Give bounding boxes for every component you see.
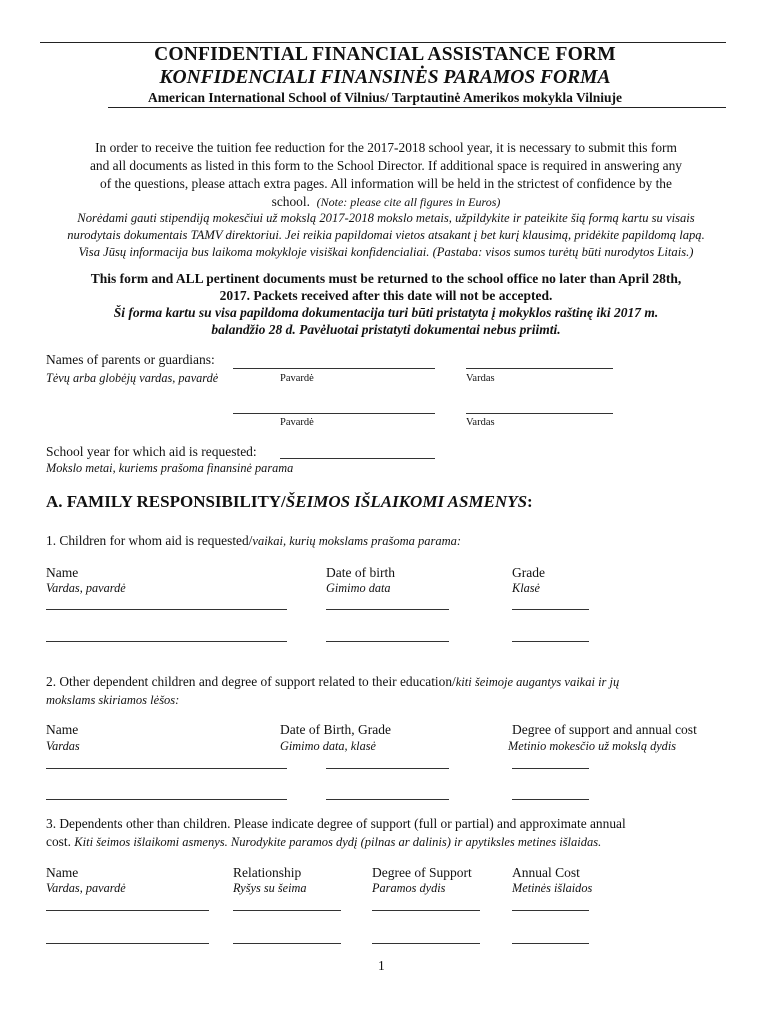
form-title-lt: KONFIDENCIALI FINANSINĖS PARAMOS FORMA (159, 67, 611, 88)
q3-col-relationship-lt: Ryšys su šeima (233, 881, 307, 895)
deadline-line: This form and ALL pertinent documents must be returned to the school office no later than April 28th, (90, 271, 682, 286)
q1-text-lt: vaikai, kurių mokslams prašoma parama: (252, 534, 462, 548)
q3-col-degree: Degree of Support (372, 865, 472, 880)
q2-col-name: Name (46, 722, 79, 737)
q2-support-field[interactable] (512, 768, 589, 769)
q2-dob-field[interactable] (326, 799, 449, 800)
surname-caption: Pavardė (280, 373, 314, 384)
parents-label-lt: Tėvų arba globėjų vardas, pavardė (46, 371, 219, 385)
q2-col-name-lt: Vardas (46, 739, 80, 753)
header-rule (108, 107, 726, 108)
q2-support-field[interactable] (512, 799, 589, 800)
q2-text: 2. Other dependent children and degree of support related to their education/ (46, 674, 456, 689)
intro-text: school. (271, 194, 310, 209)
q1-dob-field[interactable] (326, 641, 449, 642)
q1-col-grade-lt: Klasė (512, 581, 541, 595)
parent-name-field-1[interactable] (466, 368, 613, 369)
q3-name-field[interactable] (46, 910, 209, 911)
q1-text: 1. Children for whom aid is requested/ (46, 533, 253, 548)
q1-col-grade: Grade (512, 565, 545, 580)
name-caption: Vardas (466, 373, 495, 384)
q2-name-field[interactable] (46, 799, 287, 800)
section-a-heading (46, 492, 533, 512)
parent-name-field-2[interactable] (466, 413, 613, 414)
school-year-field[interactable] (280, 458, 435, 459)
parents-label: Names of parents or guardians: (46, 352, 215, 367)
deadline-line: 2017. Packets received after this date will not be accepted. (219, 288, 553, 303)
parent-surname-field-2[interactable] (233, 413, 435, 414)
top-rule (40, 42, 726, 43)
q3-degree-field[interactable] (372, 943, 480, 944)
section-a-colon: : (527, 492, 533, 511)
q3-col-relationship: Relationship (233, 865, 302, 880)
name-caption: Vardas (466, 417, 495, 428)
q3-col-name-lt: Vardas, pavardė (46, 881, 126, 895)
q3-text: 3. Dependents other than children. Please indicate degree of support (full or partial) and approximate annual (46, 816, 626, 831)
section-a-title-lt: ŠEIMOS IŠLAIKOMI ASMENYS (285, 492, 528, 511)
question-3 (46, 815, 724, 851)
q2-text-lt: kiti šeimoje augantys vaikai ir jų (455, 675, 620, 689)
form-title: CONFIDENTIAL FINANCIAL ASSISTANCE FORM (154, 44, 616, 65)
question-2 (46, 673, 724, 709)
surname-caption: Pavardė (280, 417, 314, 428)
intro-line-lt: Visa Jūsų informacija bus laikoma mokykloje visiškai konfidencialiai. (Pastaba: visos sumos turėtų būti nurodytos Litais.) (78, 245, 694, 259)
q3-col-name: Name (46, 865, 79, 880)
q1-name-field[interactable] (46, 641, 287, 642)
q3-degree-field[interactable] (372, 910, 480, 911)
q3-col-cost-lt: Metinės išlaidos (512, 881, 593, 895)
q1-dob-field[interactable] (326, 609, 449, 610)
q3-relationship-field[interactable] (233, 910, 341, 911)
intro-line: and all documents as listed in this form to the School Director. If additional space is required in answering any (89, 158, 683, 173)
deadline-line-lt: balandžio 28 d. Pavėluotai pristatyti dokumentai nebus priimti. (211, 322, 561, 337)
question-1 (46, 532, 724, 550)
section-a-title: A. FAMILY RESPONSIBILITY/ (46, 492, 286, 511)
page-number: 1 (378, 958, 385, 973)
intro-line: In order to receive the tuition fee reduction for the 2017-2018 school year, it is necessary to submit this form (95, 140, 677, 155)
euro-note: (Note: please cite all figures in Euros) (316, 195, 501, 209)
q3-col-degree-lt: Paramos dydis (372, 881, 446, 895)
q2-col-dob: Date of Birth, Grade (280, 722, 391, 737)
q1-name-field[interactable] (46, 609, 287, 610)
q2-col-dob-lt: Gimimo data, klasė (280, 739, 376, 753)
q3-cost-field[interactable] (512, 943, 589, 944)
q3-line-2 (46, 833, 724, 851)
q3-relationship-field[interactable] (233, 943, 341, 944)
parent-surname-field-1[interactable] (233, 368, 435, 369)
q2-line (46, 673, 724, 691)
school-year-label-lt: Mokslo metai, kuriems prašoma finansinė parama (46, 461, 294, 475)
q1-grade-field[interactable] (512, 641, 589, 642)
q2-text-lt-2: mokslams skiriamos lėšos: (46, 693, 180, 707)
q2-col-support-lt: Metinio mokesčio už mokslą dydis (508, 739, 677, 753)
q2-col-support: Degree of support and annual cost (512, 722, 697, 737)
q3-name-field[interactable] (46, 943, 209, 944)
q3-cost-field[interactable] (512, 910, 589, 911)
q3-col-cost: Annual Cost (512, 865, 580, 880)
intro-line (46, 193, 726, 211)
deadline-notice (46, 270, 726, 338)
q2-dob-field[interactable] (326, 768, 449, 769)
q1-col-dob-lt: Gimimo data (326, 581, 391, 595)
q1-grade-field[interactable] (512, 609, 589, 610)
q3-text-lt: Kiti šeimos išlaikomi asmenys. Nurodykite paramos dydį (pilnas ar dalinis) ir apytiksles metines išlaidas. (74, 835, 602, 849)
intro-line: of the questions, please attach extra pages. All information will be held in the strictest of confidence by the (100, 176, 672, 191)
intro-paragraph-lt (46, 210, 726, 261)
q1-col-dob: Date of birth (326, 565, 395, 580)
q3-text-2: cost. (46, 834, 71, 849)
intro-line-lt: nurodytais dokumentais TAMV direktoriui. Jei reikia papildomai vietos atsakant į bet kurį klausimą, pridėkite papildomą lapą. (67, 228, 705, 242)
q2-name-field[interactable] (46, 768, 287, 769)
intro-line-lt: Norėdami gauti stipendiją mokesčiui už mokslą 2017-2018 mokslo metais, užpildykite ir pateikite šią formą kartu su visais (77, 211, 695, 225)
q1-col-name-lt: Vardas, pavardė (46, 581, 126, 595)
deadline-line-lt: Ši forma kartu su visa papildoma dokumentacija turi būti pristatyta į mokyklos raštinę iki 2017 m. (113, 305, 659, 320)
school-name: American International School of Vilnius/ Tarptautinė Amerikos mokykla Vilniuje (147, 90, 623, 105)
intro-paragraph (46, 139, 726, 211)
q1-col-name: Name (46, 565, 79, 580)
school-year-label: School year for which aid is requested: (46, 444, 257, 459)
